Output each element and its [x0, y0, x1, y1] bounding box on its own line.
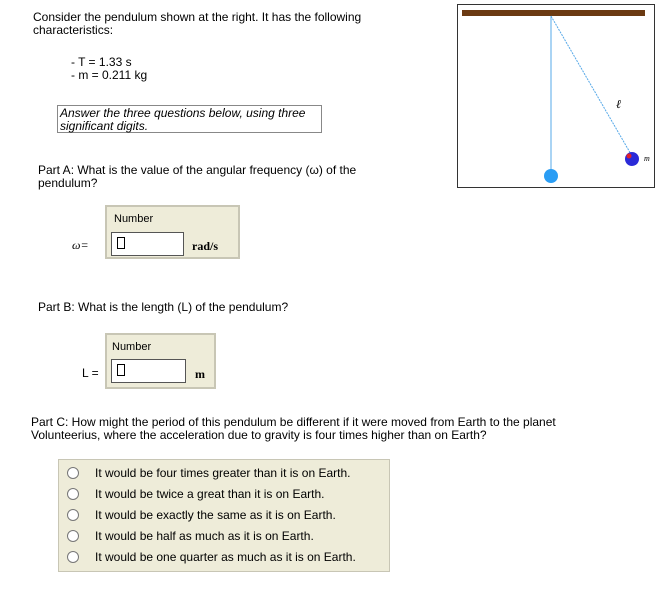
part-a-question [38, 164, 398, 190]
bob-swing [625, 152, 639, 166]
part-b-label: Part B [38, 300, 72, 314]
choice-label: It would be exactly the same as it is on Earth. [95, 508, 336, 522]
part-a-label: Part A [38, 163, 71, 177]
mass-label: m [644, 154, 650, 163]
part-b-question [38, 301, 398, 314]
instruction-note: Answer the three questions below, using three significant digits. [57, 105, 322, 133]
radio-button[interactable] [67, 530, 79, 542]
choice-label: It would be half as much as it is on Earth. [95, 529, 314, 543]
part-c-label: Part C [31, 415, 66, 429]
part-b-text: : What is the length (L) of the pendulum? [71, 300, 289, 314]
radio-button[interactable] [67, 467, 79, 479]
part-c-choices [58, 459, 390, 572]
choice-option[interactable] [67, 505, 336, 525]
part-a-answer-box [105, 205, 240, 259]
part-b-number-label: Number [112, 341, 152, 353]
choice-option[interactable] [67, 547, 356, 567]
part-c-question [31, 416, 606, 442]
part-c-text: : How might the period of this pendulum be different if it were moved from Earth to the planet Volunteerius, where the acceleration due to gravity is four times higher than on Earth? [31, 415, 556, 442]
ceiling-bar [462, 10, 645, 16]
radio-button[interactable] [67, 488, 79, 500]
omega-unit: rad/s [192, 239, 219, 253]
radio-button[interactable] [67, 509, 79, 521]
bob-rest [544, 169, 558, 183]
length-input[interactable] [111, 359, 186, 383]
choice-option[interactable] [67, 463, 350, 483]
omega-variable-label: ω= [72, 238, 89, 252]
characteristics-list [71, 56, 147, 82]
choice-option[interactable] [67, 484, 324, 504]
choice-option[interactable] [67, 526, 314, 546]
pendulum-diagram [457, 4, 655, 188]
part-b-answer-box [105, 333, 216, 389]
omega-input[interactable] [111, 232, 184, 256]
part-a-number-label: Number [114, 213, 154, 225]
bob-highlight [627, 154, 632, 159]
input-cursor [117, 364, 125, 376]
radio-button[interactable] [67, 551, 79, 563]
pendulum-svg [458, 5, 654, 187]
length-variable-label: L = [82, 366, 99, 380]
part-a-text: : What is the value of the angular frequency (ω) of the pendulum? [38, 163, 357, 190]
string-swing [551, 16, 632, 156]
mass-value: - m = 0.211 kg [71, 68, 148, 82]
choice-label: It would be four times greater than it is on Earth. [95, 466, 351, 480]
input-cursor [117, 237, 125, 249]
length-unit: m [195, 367, 205, 381]
period-value: - T = 1.33 s [71, 55, 132, 69]
intro-text: Consider the pendulum shown at the right. It has the following characteristics: [33, 10, 362, 37]
choice-label: It would be twice a great than it is on Earth. [95, 487, 325, 501]
choice-label: It would be one quarter as much as it is on Earth. [95, 550, 356, 564]
length-label: ℓ [616, 97, 621, 111]
